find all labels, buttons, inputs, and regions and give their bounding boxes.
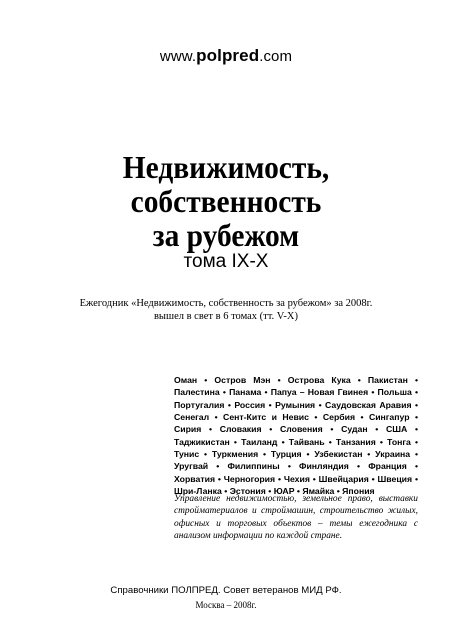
volumes-label: тома IX-X (183, 251, 269, 272)
publisher-line: Справочники ПОЛПРЕД. Совет ветеранов МИД РФ. (110, 585, 342, 596)
book-title (18, 150, 434, 252)
website-brand: polpred (196, 46, 260, 65)
note-line-2: вышел в свет в 6 томах (тт. V-X) (153, 311, 299, 322)
website-suffix: .com (259, 48, 293, 65)
title-line-3: за рубежом (152, 217, 300, 253)
yearbook-note (0, 297, 452, 323)
topics-description: Управление недвижимостью, земельное право, выставки стройматериалов и строймашин, строительство жилых, офисных и торговых объектов – темы ежегодника с анализом информации по каждой стране. (174, 494, 418, 542)
title-line-2: собственность (130, 183, 322, 219)
website-url[interactable] (0, 46, 452, 66)
place-year-line: Москва – 2008г. (195, 600, 257, 610)
note-line-1: Ежегодник «Недвижимость, собственность за рубежом» за 2008г. (79, 298, 373, 309)
countries-list: Оман • Остров Мэн • Острова Кука • Пакистан • Палестина • Панама • Папуа – Новая Гвинея • Польша • Португалия • Россия • Румыния • Саудовская Аравия • Сенегал • Сент-Китс и Невис • Сербия • Сингапур • Сирия • Словакия • Словения • Судан • США • Таджикистан • Таиланд • Тайвань • Танзания • Тонга • Тунис • Туркмения • Турция • Узбекистан • Украина • Уругвай • Филиппины • Финляндия • Франция • Хорватия • Черногория • Чехия • Швейцария • Швеция • Шри-Ланка • Эстония • ЮАР • Ямайка • Япония (174, 375, 418, 497)
website-prefix: www. (159, 48, 197, 65)
title-line-1: Недвижимость, (122, 149, 330, 185)
